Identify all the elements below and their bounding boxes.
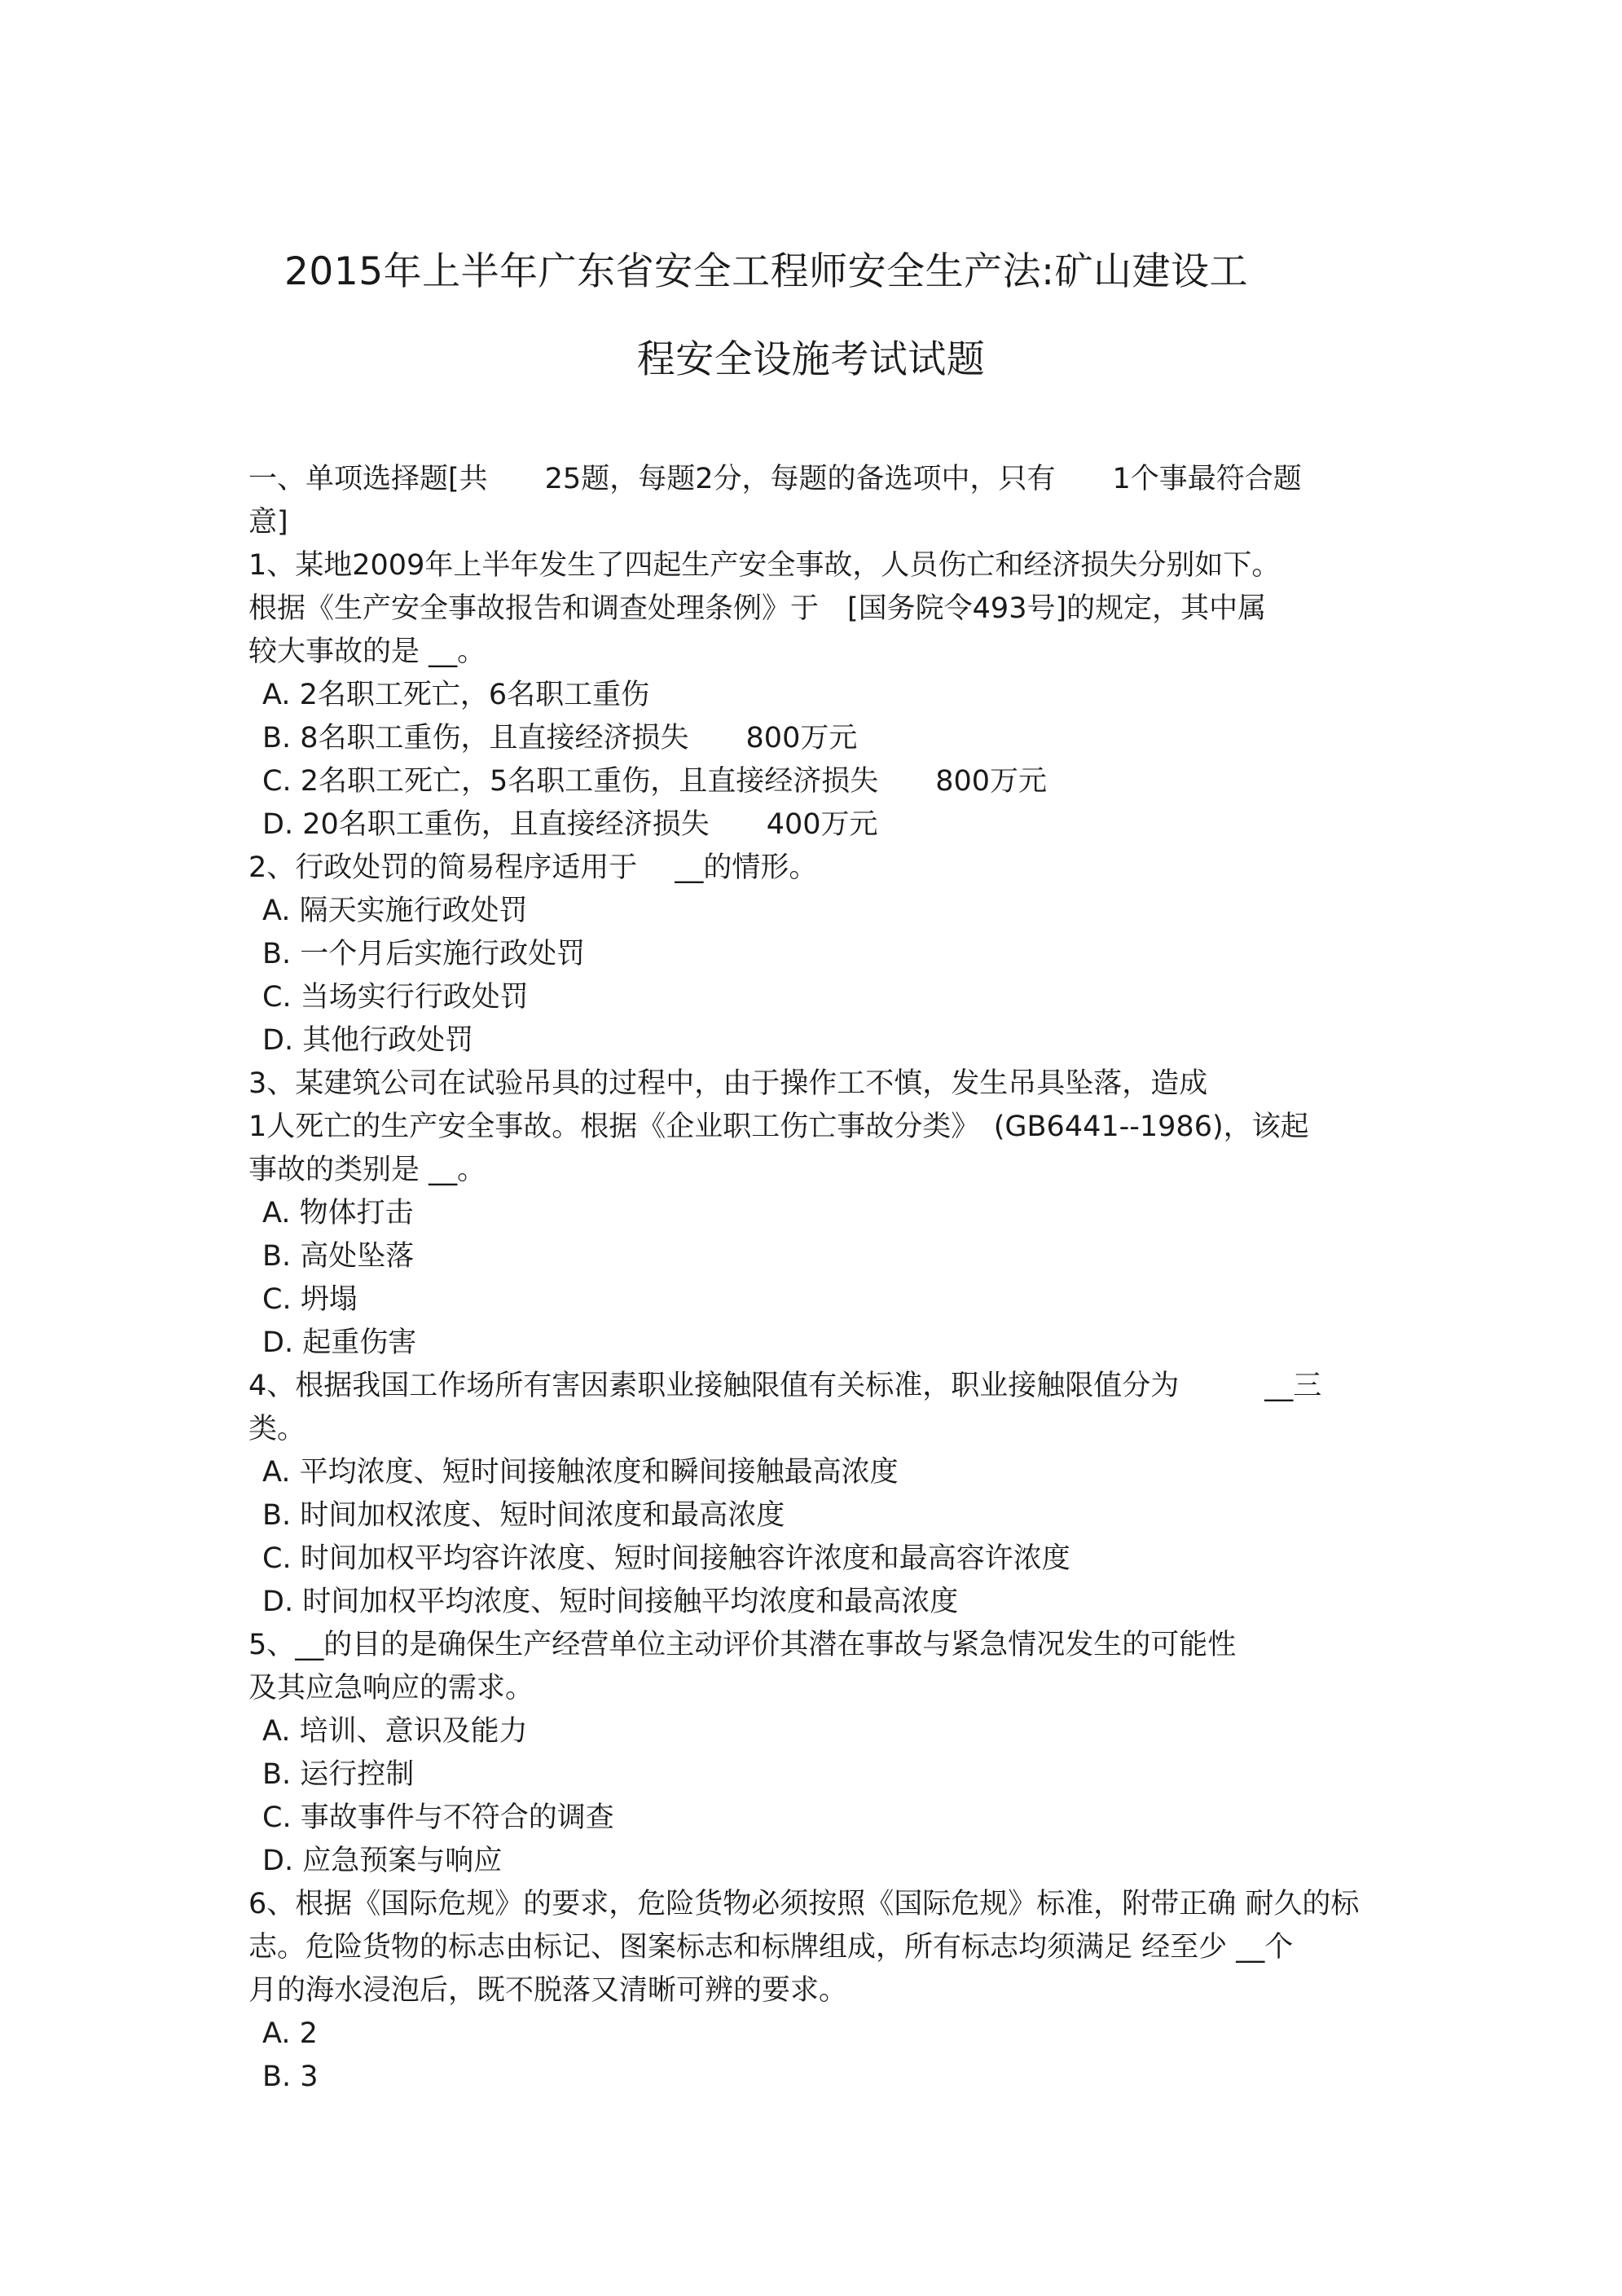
question-4-option-d: D. 时间加权平均浓度、短时间接触平均浓度和最高浓度 — [262, 1586, 959, 1618]
question-4-stem: 4、根据我国工作场所有害因素职业接触限值有关标准，职业接触限值分为 __三 — [248, 1370, 1322, 1402]
section-heading: 一、单项选择题[共 25题，每题2分，每题的备选项中，只有 1个事最符合题 — [248, 463, 1302, 495]
question-4-stem: 类。 — [248, 1413, 306, 1445]
question-2-option-c: C. 当场实行行政处罚 — [262, 981, 529, 1014]
question-3-option-c: C. 坍塌 — [262, 1283, 358, 1316]
question-6-stem: 志。危险货物的标志由标记、图案标志和标牌组成，所有标志均须满足 经至少 __个 — [248, 1931, 1294, 1964]
question-1-option-a: A. 2名职工死亡，6名职工重伤 — [262, 679, 650, 711]
question-2-option-b: B. 一个月后实施行政处罚 — [262, 938, 586, 970]
question-6-option-b: B. 3 — [262, 2061, 319, 2093]
question-6-option-a: A. 2 — [262, 2017, 318, 2050]
question-2-option-a: A. 隔天实施行政处罚 — [262, 895, 528, 927]
question-1-stem: 较大事故的是 __。 — [248, 636, 486, 668]
section-heading-cont: 意] — [248, 506, 288, 539]
question-2-option-d: D. 其他行政处罚 — [262, 1024, 474, 1057]
question-3-option-b: B. 高处坠落 — [262, 1240, 415, 1273]
question-5-option-d: D. 应急预案与响应 — [262, 1845, 503, 1877]
question-4-option-a: A. 平均浓度、短时间接触浓度和瞬间接触最高浓度 — [262, 1456, 899, 1489]
question-5-stem: 5、__的目的是确保生产经营单位主动评价其潜在事故与紧急情况发生的可能性 — [248, 1629, 1237, 1661]
question-6-stem: 6、根据《国际危规》的要求，危险货物必须按照《国际危规》标准，附带正确 耐久的标 — [248, 1888, 1360, 1920]
question-6-stem: 月的海水浸泡后，既不脱落又清晰可辨的要求。 — [248, 1974, 848, 2007]
question-4-option-b: B. 时间加权浓度、短时间浓度和最高浓度 — [262, 1499, 785, 1532]
question-4-option-c: C. 时间加权平均容许浓度、短时间接触容许浓度和最高容许浓度 — [262, 1542, 1070, 1575]
question-1-option-d: D. 20名职工重伤，且直接经济损失 400万元 — [262, 808, 878, 841]
question-3-stem: 事故的类别是 __。 — [248, 1154, 486, 1186]
question-3-stem: 1人死亡的生产安全事故。根据《企业职工伤亡事故分类》 (GB6441--1986)，该起 — [248, 1111, 1309, 1143]
question-5-option-c: C. 事故事件与不符合的调查 — [262, 1801, 614, 1834]
document-title-line-2: 程安全设施考试试题 — [636, 337, 986, 382]
question-3-stem: 3、某建筑公司在试验吊具的过程中，由于操作工不慎，发生吊具坠落，造成 — [248, 1067, 1208, 1100]
document-title-line-1: 2015年上半年广东省安全工程师安全生产法:矿山建设工 — [284, 249, 1248, 294]
question-5-stem: 及其应急响应的需求。 — [248, 1672, 534, 1704]
question-3-option-d: D. 起重伤害 — [262, 1326, 417, 1359]
question-1-option-c: C. 2名职工死亡，5名职工重伤，且直接经济损失 800万元 — [262, 765, 1048, 798]
question-5-option-b: B. 运行控制 — [262, 1758, 415, 1791]
question-1-stem: 1、某地2009年上半年发生了四起生产安全事故，人员伤亡和经济损失分别如下。 — [248, 549, 1281, 582]
question-5-option-a: A. 培训、意识及能力 — [262, 1715, 528, 1748]
question-1-option-b: B. 8名职工重伤，且直接经济损失 800万元 — [262, 722, 858, 754]
question-2-stem: 2、行政处罚的简易程序适用于 __的情形。 — [248, 851, 818, 884]
question-3-option-a: A. 物体打击 — [262, 1197, 414, 1229]
question-1-stem: 根据《生产安全事故报告和调查处理条例》于 [国务院令493号]的规定，其中属 — [248, 592, 1267, 625]
